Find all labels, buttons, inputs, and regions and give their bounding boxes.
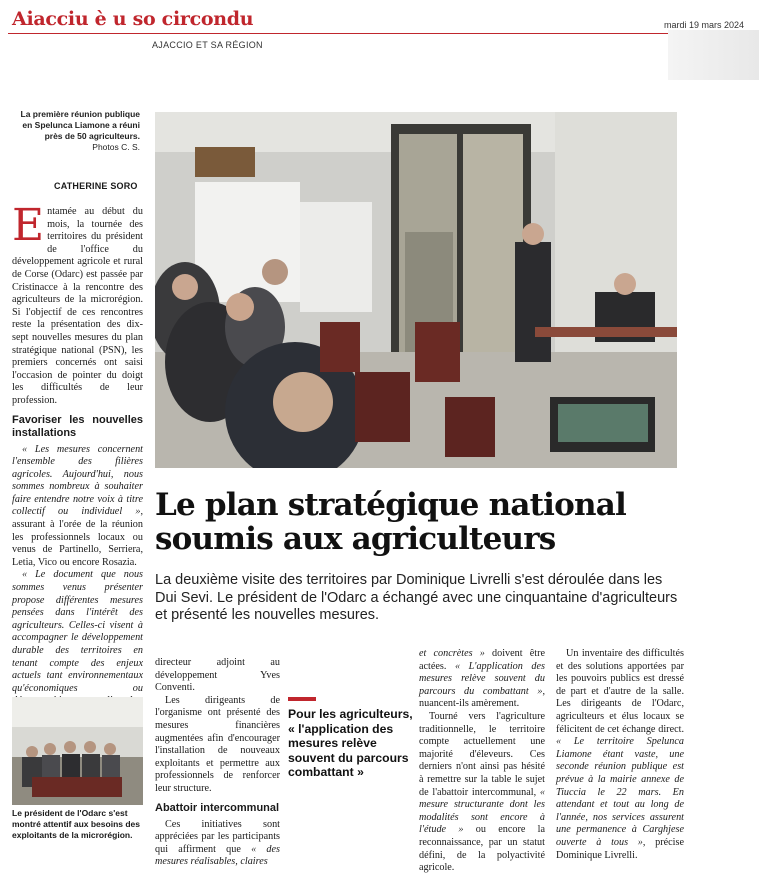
intro-paragraph: [12, 200, 143, 408]
article-column-4: [556, 648, 684, 862]
subsection-label: AJACCIO ET SA RÉGION: [152, 40, 263, 50]
pull-quote-rule: [288, 697, 316, 701]
paragraph-text: doivent être actées.: [419, 648, 545, 672]
article-column-1: [12, 200, 143, 708]
paragraph-text: ou encore la reconnaissance, par un statut défini, de la polyactivité agricole.: [419, 824, 545, 874]
photo-caption-text: La première réunion publique en Spelunca Liamone a réuni près de 50 agriculteurs.: [20, 109, 140, 141]
paragraph-text: , précise Dominique Livrelli.: [556, 836, 684, 861]
dropcap: E: [12, 200, 45, 251]
subhead-abattoir: Abattoir intercommunal: [155, 801, 280, 814]
quote: « Le territoire Spelunca Liamone étant vaste, une seconde réunion publique est prévue à la mairie annexe de Tiuccia le 22 mars. En attendant et tout au long de l'année, nos services assurent une permanence à Carghjese ouverte à tous »: [556, 736, 684, 848]
adjacent-page-bleed: [668, 30, 759, 80]
quote: « mesure structurante dont les modalités sont encore à l'étude »: [419, 786, 545, 836]
secondary-photo-caption: Le président de l'Odarc s'est montré attentif aux besoins des exploitants de la microrégion.: [12, 808, 140, 840]
col4-paragraph-1: [556, 648, 684, 862]
quote: « Le document que nous sommes venus présenter propose différentes mesures pensées dans l'intérêt des agriculteurs. Celles-ci visent à accompagner le développement durable des territoires en tenant compte des enjeux actuels tant environnementaux qu'économiques ou: [12, 569, 143, 694]
article-column-2: [155, 657, 280, 869]
section-title: Aiacciu è u so circondu: [12, 8, 254, 30]
deck: La deuxième visite des territoires par Dominique Livrelli s'est déroulée dans les Dui Sevi. Le président de l'Odarc a échangé avec une cinquantaine d'agriculteurs et présenté les nouvelles mesures.: [155, 572, 678, 623]
col2-paragraph-1: directeur adjoint au développement Yves Conventi.: [155, 657, 280, 694]
main-photo: [155, 112, 677, 468]
intro-text: ntamée au début du mois, la tournée des territoires du président de l'office du développement agricole et rural de Corse (Odarc) est passée par Cristinacce à la rencontre des agriculteurs de la microrégion. Si l'objectif de ces rencontres reste la présentation des dix-sept nouvelles mesures du plan stratégique national (PSN), les premiers concernés ont saisi l'occasion de pointer du doigt les difficultés de leur profession.: [12, 206, 143, 406]
quote: « Les mesures concernent l'ensemble des filières agricoles. Aujourd'hui, nous sommes nombreux à souhaiter faire entendre notre voix à titre collectif ou individuel »: [12, 443, 143, 518]
quote: « des mesures réalisables, claires: [155, 843, 280, 868]
headline: Le plan stratégique national soumis aux agriculteurs: [155, 487, 626, 557]
paragraph-text: , nuancent-ils amèrement.: [419, 685, 545, 710]
paragraph-text: , assurant à l'orée de la réunion les professionnels locaux ou venus de Partinello, Serriera, Letia, Vico ou encore Rosazia.: [12, 506, 143, 568]
publication-date: mardi 19 mars 2024: [664, 20, 745, 30]
secondary-photo: [12, 697, 143, 805]
col2-paragraph-2: Les dirigeants de l'organisme ont présenté des mesures financières augmentées afin d'encourager l'installation de nouveaux exploitants et permettre aux professionnels de renforcer leur structure.: [155, 694, 280, 794]
subhead-installations: Favoriser les nouvelles installations: [12, 413, 143, 439]
header-rule: [8, 33, 668, 34]
pull-quote: Pour les agriculteurs, « l'application des mesures relève souvent du parcours combattant »: [288, 707, 413, 779]
col3-paragraph-2: [419, 711, 545, 875]
paragraph-text: Ces initiatives sont appréciées par les participants qui affirment que: [155, 818, 280, 855]
paragraph-2: [12, 444, 143, 570]
paragraph-3: [12, 569, 143, 708]
author-byline: CATHERINE SORO: [54, 181, 138, 191]
photo-caption: [12, 109, 140, 153]
article-column-3: [419, 648, 545, 875]
paragraph-text: Un inventaire des difficultés et des solutions apportées par les pouvoirs publics est dressé de part et d'autre de la salle. Les dirigeants de l'Odarc, agriculteurs et élus locaux se félicitent de cet échange direct.: [556, 648, 684, 735]
col2-paragraph-3: [155, 819, 280, 869]
paragraph-text: Tourné vers l'agriculture traditionnelle, le territoire compte actuellement une majorité d'éleveurs. Ces derniers n'ont ainsi pas hésité à remettre sur la table le sujet de l'abattoir intercommunal,: [419, 710, 545, 798]
photo-credit: Photos C. S.: [92, 142, 140, 152]
col3-paragraph-1: [419, 648, 545, 711]
quote: « L'application des mesures relève souvent du parcours du combattant »: [419, 660, 545, 697]
quote: et concrètes »: [419, 648, 485, 659]
